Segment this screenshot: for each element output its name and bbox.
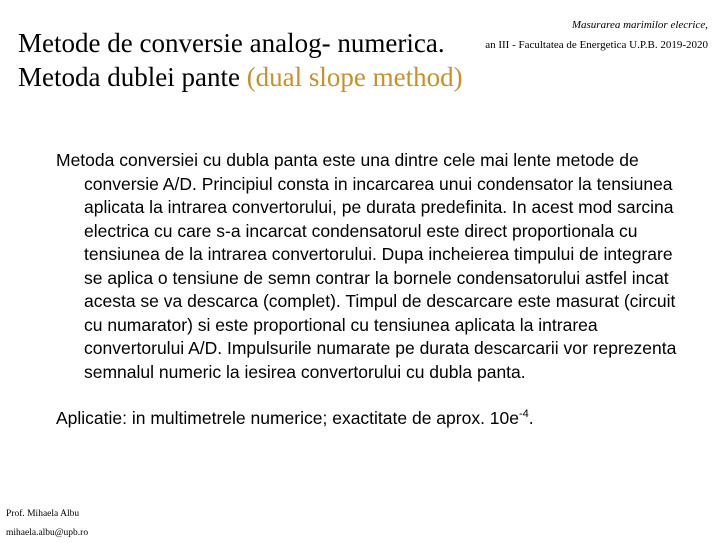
slide-title-main: Metoda dublei pante — [18, 62, 247, 92]
course-info-line2: an III - Facultatea de Energetica U.P.B. 2019-2020 — [485, 39, 708, 51]
slide-body — [56, 149, 692, 431]
body-paragraph: Metoda conversiei cu dubla panta este una dintre cele mai lente metode de conversie A/D. Principiul consta in incarcarea unui condensator la tensiunea aplicata la intrarea convertorului, pe durata predefinita. In acest mod sarcina electrica cu care s-a incarcat condensatorul este direct proportionala cu tensiunea de la intrarea convertorului. Dupa incheierea timpului de integrare se aplica o tensiune de semn contrar la bornele condensatorului astfel incat acesta se va descarca (complet). Timpul de descarcare este masurat (circuit cu numarator) si este proportional cu tensiunea aplicata la intrarea convertorului A/D. Impulsurile numarate pe durata descarcarii vor reprezenta semnalul numeric la iesirea convertorului cu dubla panta. — [56, 150, 677, 382]
slide-title — [18, 26, 463, 94]
footer-email: mihaela.albu@upb.ro — [6, 528, 89, 538]
course-info — [485, 15, 708, 55]
application-paragraph — [56, 407, 692, 431]
application-text: Aplicatie: in multimetrele numerice; exactitate de aprox. 10e — [56, 408, 520, 428]
course-info-line1: Masurarea marimilor elecrice, — [571, 19, 708, 31]
slide-title-accent: (dual slope method) — [246, 62, 463, 92]
application-exponent: -4 — [519, 408, 529, 421]
footer — [6, 505, 88, 543]
slide-title-line2 — [18, 60, 463, 94]
footer-author: Prof. Mihaela Albu — [6, 509, 80, 519]
application-end: . — [528, 408, 534, 428]
slide-title-line1: Metode de conversie analog- numerica. — [18, 28, 445, 58]
